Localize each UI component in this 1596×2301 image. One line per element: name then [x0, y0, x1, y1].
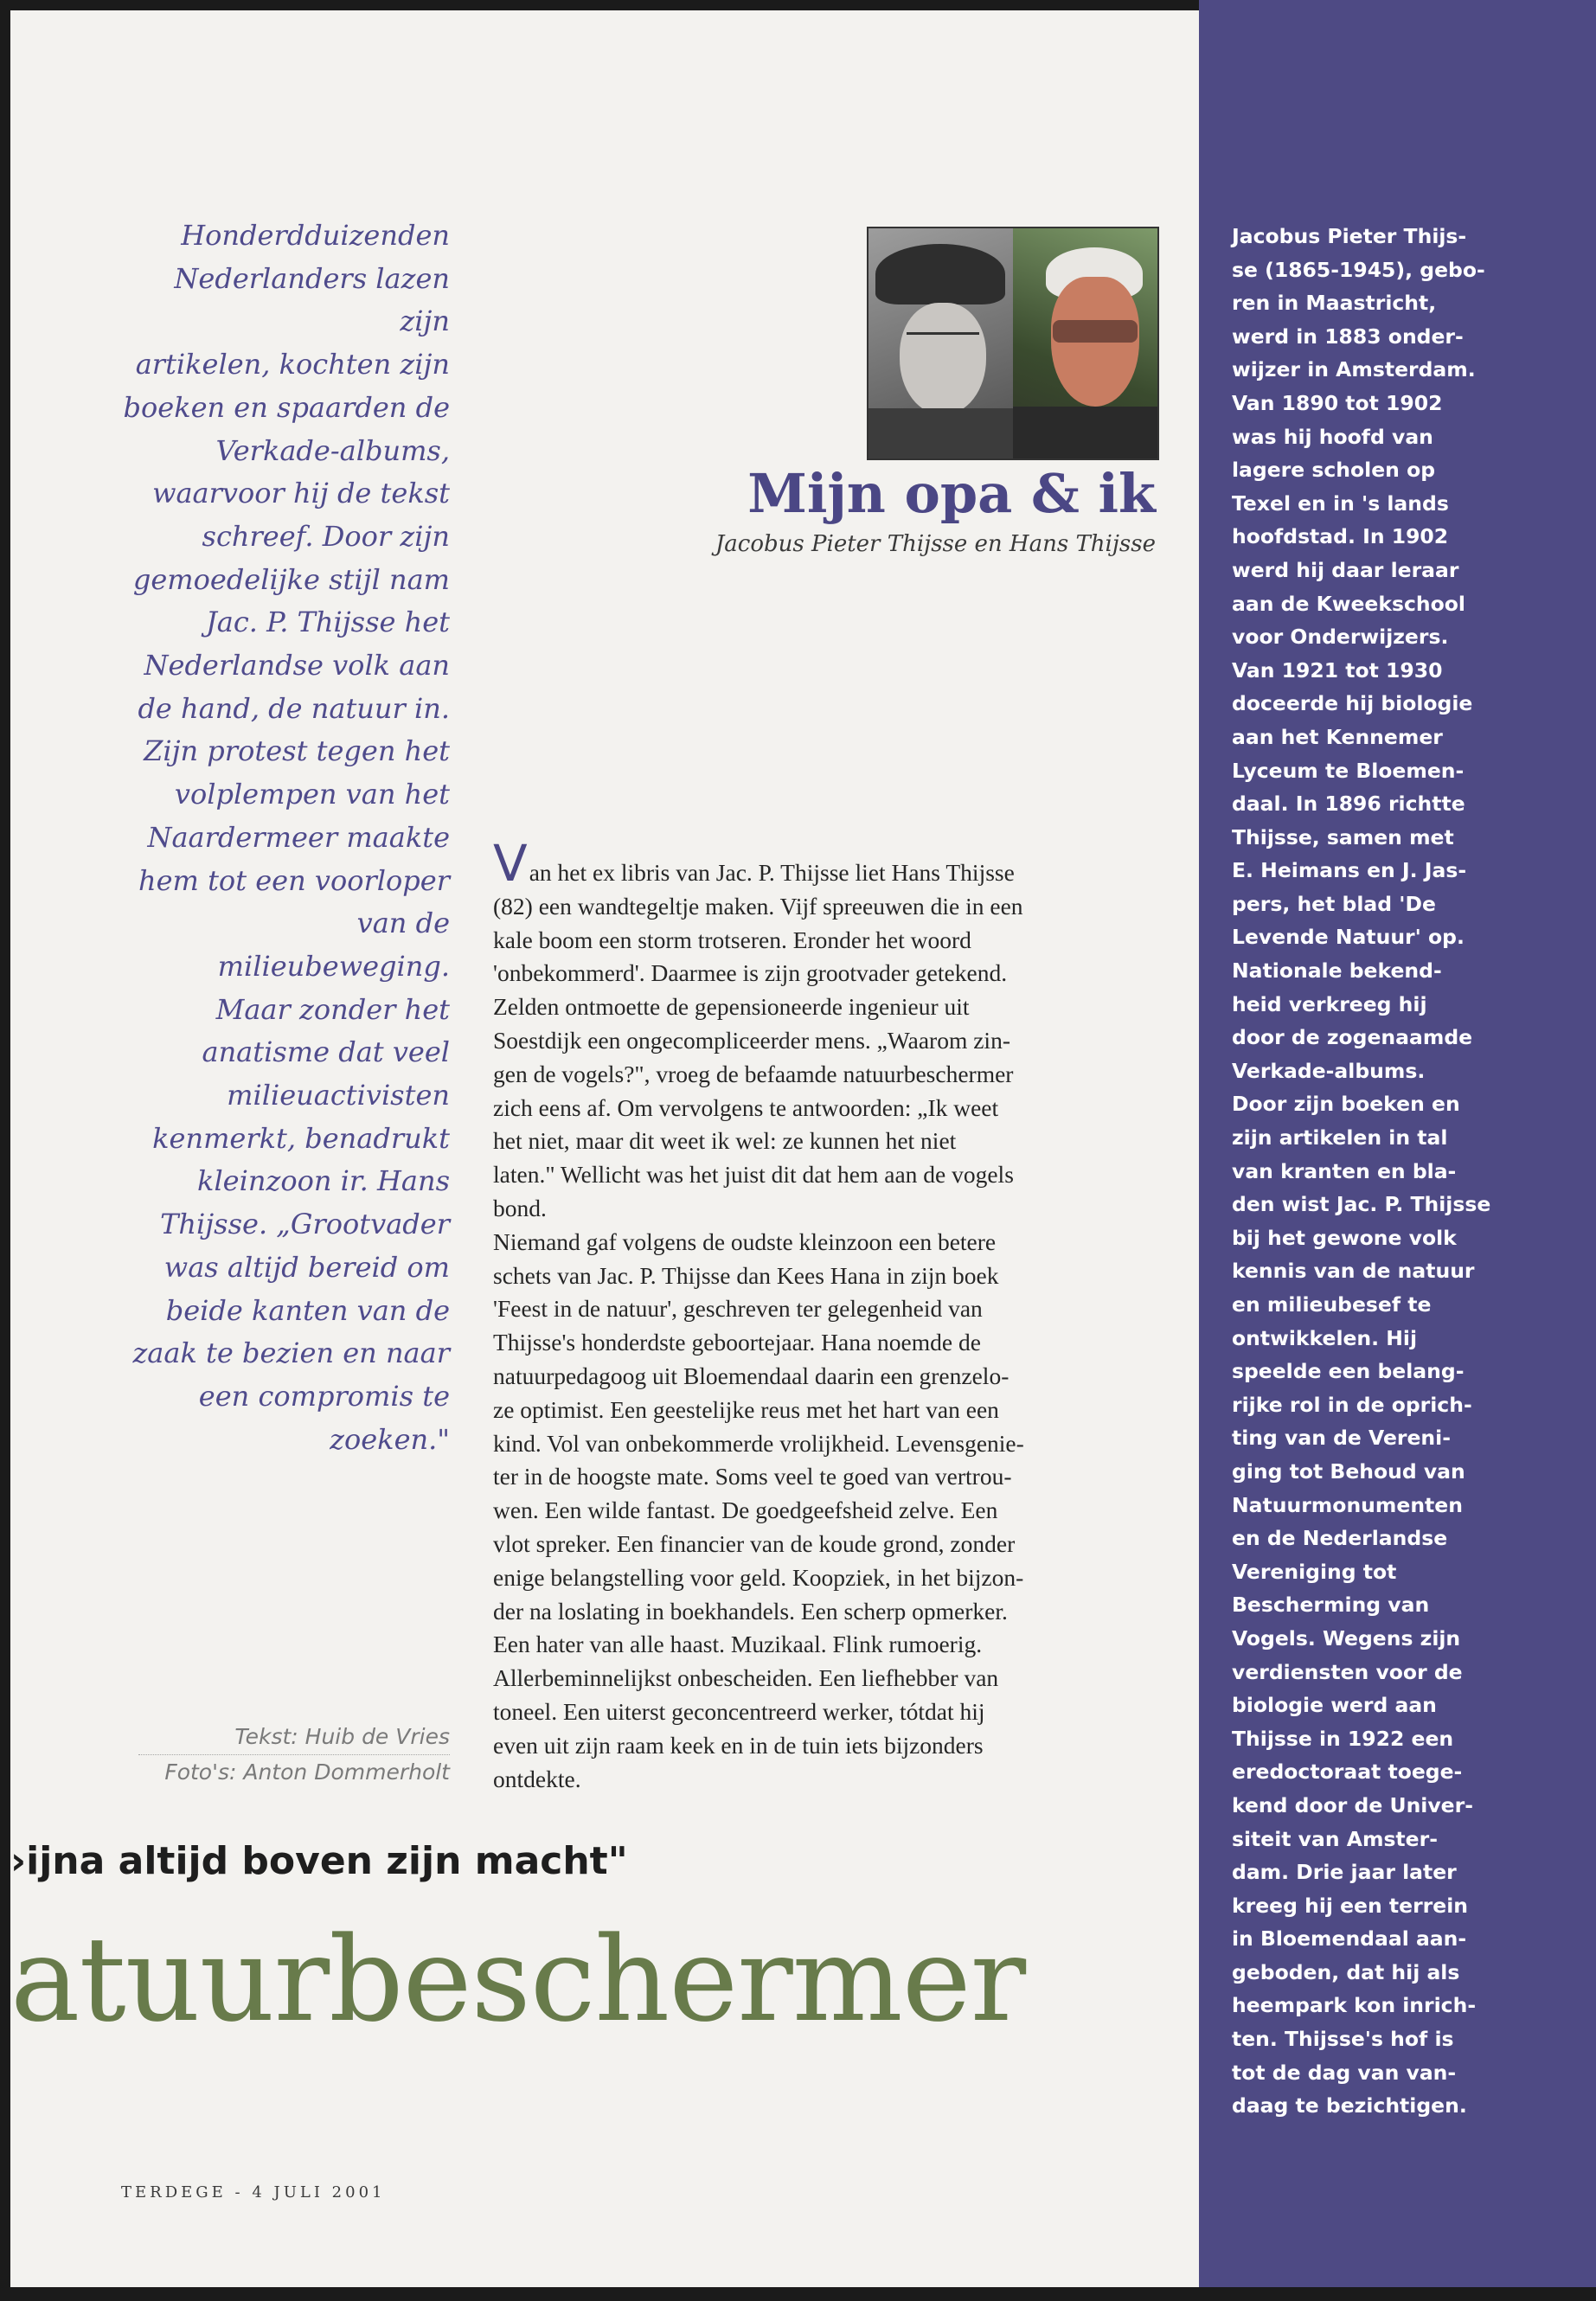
biography-line: ting van de Vereni- [1232, 1426, 1451, 1451]
intro-line: kenmerkt, benadrukt [152, 1121, 450, 1155]
page-edge-left [0, 0, 10, 2301]
biography-line: kend door de Univer- [1232, 1792, 1473, 1817]
intro-line: Honderdduizenden [181, 219, 450, 252]
article-line-text: Soestdijk een ongecompliceerder mens. „Waarom zin- [493, 1026, 1010, 1054]
biography-sidebar [1199, 0, 1596, 2287]
biography-line: Door zijn boeken en [1232, 1092, 1460, 1117]
biography-line: biologie werd aan [1232, 1693, 1437, 1718]
article-line-text: zich eens af. Om vervolgens te antwoorden: „Ik weet [493, 1093, 999, 1121]
coat-shape [869, 408, 1013, 458]
biography-line: siteit van Amster- [1232, 1826, 1438, 1851]
article-line [493, 1729, 1156, 1763]
biography-line: aan de Kweekschool [1232, 591, 1465, 616]
article-line-text: kale boom een storm trotseren. Eronder het woord [493, 926, 971, 953]
text-credit: Tekst: Huib de Vries [234, 1724, 450, 1749]
intro-line: Nederlanders lazen zijn [174, 261, 450, 338]
article-line [493, 1394, 1156, 1427]
article-line-text: Niemand gaf volgens de oudste kleinzoon een betere [493, 1227, 997, 1255]
biography-line: daag te bezichtigen. [1232, 2093, 1467, 2118]
article-line-text: an het ex libris van Jac. P. Thijsse liet Hans Thijsse [529, 859, 1015, 886]
drop-cap: V [493, 834, 528, 893]
biography-line: E. Heimans en J. Jas- [1232, 858, 1467, 883]
biography-line: Thijsse, samen met [1232, 824, 1454, 849]
biography-line: heempark kon inrich- [1232, 1993, 1477, 2018]
intro-line: Nederlandse volk aan [144, 649, 450, 683]
biography-line: Jacobus Pieter Thijs- [1232, 224, 1467, 248]
biography-line: eredoctoraat toege- [1232, 1759, 1463, 1785]
intro-line: Zijn protest tegen het [144, 734, 450, 768]
article-line-text: Allerbeminnelijkst onbescheiden. Een liefhebber van [493, 1664, 999, 1692]
biography-line: wijzer in Amsterdam. [1232, 357, 1476, 382]
biography-line: kennis van de natuur [1232, 1259, 1475, 1284]
intro-line: schreef. Door zijn [202, 519, 450, 553]
intro-line: milieuactivisten [227, 1079, 450, 1112]
biography-line: Lyceum te Bloemen- [1232, 758, 1465, 783]
article-line [493, 1192, 1156, 1226]
biography-line: Texel en in 's lands [1232, 490, 1449, 516]
biography-line: lagere scholen op [1232, 458, 1436, 483]
article-line [493, 1494, 1156, 1528]
biography-line: Verkade-albums. [1232, 1058, 1426, 1083]
biography-line: hoofdstad. In 1902 [1232, 524, 1449, 549]
biography-line: in Bloemendaal aan- [1232, 1926, 1467, 1952]
article-line-text: wen. Een wilde fantast. De goedgeefsheid zelve. Een [493, 1497, 998, 1524]
biography-line: Van 1921 tot 1930 [1232, 657, 1443, 683]
article-line-text: bond. [493, 1194, 547, 1221]
article-line [493, 1226, 1156, 1259]
biography-line: bij het gewone volk [1232, 1225, 1457, 1250]
intro-line: was altijd bereid om [163, 1250, 450, 1284]
biography-line: ging tot Behoud van [1232, 1458, 1465, 1484]
biography-line: rijke rol in de oprich- [1232, 1392, 1472, 1417]
intro-line: zaak te bezien en naar [132, 1336, 450, 1370]
biography-line: en milieubesef te [1232, 1292, 1432, 1317]
article-line [493, 1125, 1156, 1158]
article-line [493, 1259, 1156, 1293]
intro-line: Naardermeer maakte [147, 820, 450, 854]
article-line-text: Thijsse's honderdste geboortejaar. Hana noemde de [493, 1329, 981, 1356]
intro-line: artikelen, kochten zijn [135, 348, 450, 381]
grandfather-portrait [869, 228, 1013, 458]
article-body [493, 834, 1156, 1796]
page-edge-bottom [0, 2287, 1596, 2301]
intro-line: volplempen van het [174, 778, 450, 811]
intro-line: beide kanten van de [165, 1293, 450, 1327]
article-line-text: ontdekte. [493, 1765, 581, 1792]
feature-subtitle: Jacobus Pieter Thijsse en Hans Thijsse [715, 531, 1156, 557]
biography-line: en de Nederlandse [1232, 1526, 1448, 1551]
article-line [493, 834, 1156, 893]
biography-line: aan het Kennemer [1232, 724, 1443, 749]
article-line-text: het niet, maar dit weet ik wel: ze kunnen het niet [493, 1127, 957, 1155]
intro-line: gemoedelijke stijl nam [132, 562, 450, 596]
biography-line: heid verkreeg hij [1232, 991, 1427, 1016]
article-line [493, 1561, 1156, 1595]
article-line-text: Een hater van alle haast. Muzikaal. Flink rumoerig. [493, 1631, 983, 1658]
article-line [493, 1158, 1156, 1192]
intro-line: waarvoor hij de tekst [152, 477, 450, 510]
glasses-shape [907, 332, 979, 352]
article-line [493, 1427, 1156, 1461]
article-line-text: gen de vogels?", vroeg de befaamde natuurbeschermer [493, 1060, 1014, 1087]
page-footer: TERDEGE - 4 JULI 2001 [121, 2183, 386, 2202]
coat-shape [1013, 407, 1157, 458]
biography-line: voor Onderwijzers. [1232, 625, 1449, 650]
biography-line: Vereniging tot [1232, 1559, 1397, 1584]
article-line-text: (82) een wandtegeltje maken. Vijf spreeuwen die in een [493, 892, 1023, 920]
biography-line: was hij hoofd van [1232, 424, 1433, 449]
article-line [493, 1528, 1156, 1561]
biography-line: Thijsse in 1922 een [1232, 1726, 1454, 1751]
article-line [493, 1326, 1156, 1360]
article-line-text: toneel. Een uiterst geconcentreerd werker, tótdat hij [493, 1697, 985, 1725]
biography-text [1232, 220, 1569, 2123]
biography-line: verdiensten voor de [1232, 1659, 1463, 1684]
article-line-text: laten." Wellicht was het juist dit dat hem aan de vogels [493, 1161, 1014, 1189]
article-line [493, 1662, 1156, 1695]
article-line-text: Zelden ontmoette de gepensioneerde ingenieur uit [493, 993, 970, 1021]
biography-line: pers, het blad 'De [1232, 891, 1436, 916]
intro-line: een compromis te [198, 1379, 450, 1413]
intro-line: Maar zonder het [215, 992, 450, 1026]
intro-line: anatisme dat veel [202, 1035, 450, 1069]
biography-line: Nationale bekend- [1232, 958, 1442, 984]
biography-line: daal. In 1896 richtte [1232, 792, 1465, 817]
article-line-text: vlot spreker. Een financier van de koude grond, zonder [493, 1529, 1016, 1557]
intro-line: de hand, de natuur in. [138, 691, 450, 725]
hat-shape [875, 244, 1005, 304]
intro-paragraph [121, 215, 450, 1461]
biography-line: werd in 1883 onder- [1232, 324, 1464, 349]
biography-line: dam. Drie jaar later [1232, 1860, 1457, 1885]
article-line [493, 1360, 1156, 1394]
article-line [493, 1763, 1156, 1797]
article-line-text: enige belangstelling voor geld. Koopziek, in het bijzon- [493, 1563, 1024, 1591]
article-line [493, 890, 1156, 924]
biography-line: speelde een belang- [1232, 1359, 1465, 1384]
article-line-text: 'onbekommerd'. Daarmee is zijn grootvader getekend. [493, 959, 1008, 987]
biography-line: doceerde hij biologie [1232, 691, 1473, 716]
biography-line: Bescherming van [1232, 1593, 1430, 1618]
biography-line: kreeg hij een terrein [1232, 1893, 1468, 1918]
article-line [493, 957, 1156, 990]
article-line-text: schets van Jac. P. Thijsse dan Kees Hana in zijn boek [493, 1261, 999, 1289]
biography-line: Natuurmonumenten [1232, 1492, 1463, 1517]
article-line [493, 1024, 1156, 1058]
article-line [493, 1628, 1156, 1662]
article-line [493, 1460, 1156, 1494]
article-line [493, 1092, 1156, 1125]
article-line [493, 1058, 1156, 1092]
intro-line: zoeken." [330, 1422, 450, 1456]
article-line [493, 1292, 1156, 1326]
grandson-portrait [1013, 228, 1157, 458]
biography-line: ren in Maastricht, [1232, 291, 1437, 316]
intro-line: kleinzoon ir. Hans [197, 1164, 450, 1198]
biography-line: geboden, dat hij als [1232, 1959, 1460, 1984]
credits [104, 1720, 450, 1790]
article-line [493, 924, 1156, 958]
biography-line: werd hij daar leraar [1232, 557, 1459, 582]
biography-line: zijn artikelen in tal [1232, 1125, 1448, 1150]
quote-headline: ›ijna altijd boven zijn macht" [10, 1839, 628, 1883]
article-line-text: kind. Vol van onbekommerde vrolijkheid. Levensgenie- [493, 1429, 1024, 1457]
biography-line: van kranten en bla- [1232, 1158, 1457, 1183]
biography-line: Vogels. Wegens zijn [1232, 1625, 1461, 1650]
article-line-text: ze optimist. Een geestelijke reus met het hart van een [493, 1395, 999, 1423]
article-line [493, 1695, 1156, 1729]
article-line-text: even uit zijn raam keek en in de tuin iets bijzonders [493, 1731, 984, 1759]
photo-credit: Foto's: Anton Dommerholt [164, 1759, 450, 1785]
intro-line: van de milieubeweging. [217, 907, 450, 983]
face-shape [900, 303, 986, 415]
biography-line: tot de dag van van- [1232, 2060, 1457, 2085]
article-line [493, 1595, 1156, 1629]
article-line-text: natuurpedagoog uit Bloemendaal daarin een grenzelo- [493, 1362, 1010, 1389]
intro-line: Thijsse. „Grootvader [160, 1208, 450, 1241]
biography-line: ontwikkelen. Hij [1232, 1325, 1418, 1350]
article-line [493, 990, 1156, 1024]
intro-line: Jac. P. Thijsse het [205, 606, 450, 639]
feature-title: Mijn opa & ik [747, 462, 1156, 525]
biography-line: ten. Thijsse's hof is [1232, 2027, 1454, 2052]
portrait-photos [867, 227, 1159, 460]
biography-line: door de zogenaamde [1232, 1025, 1473, 1050]
article-line-text: 'Feest in de natuur', geschreven ter gelegenheid van [493, 1295, 983, 1323]
glasses-shape [1053, 320, 1138, 343]
main-headline: atuurbeschermer [10, 1915, 1026, 2045]
biography-line: se (1865-1945), gebo- [1232, 257, 1485, 282]
biography-line: den wist Jac. P. Thijsse [1232, 1192, 1491, 1217]
article-line-text: ter in de hoogste mate. Soms veel te goed van vertrou- [493, 1463, 1012, 1490]
intro-line: boeken en spaarden de [123, 390, 450, 424]
intro-line: hem tot een voorloper [138, 863, 450, 897]
biography-line: Van 1890 tot 1902 [1232, 390, 1443, 415]
biography-line: Levende Natuur' op. [1232, 925, 1465, 950]
intro-line: Verkade-albums, [215, 433, 450, 467]
article-line-text: der na loslating in boekhandels. Een scherp opmerker. [493, 1597, 1008, 1625]
